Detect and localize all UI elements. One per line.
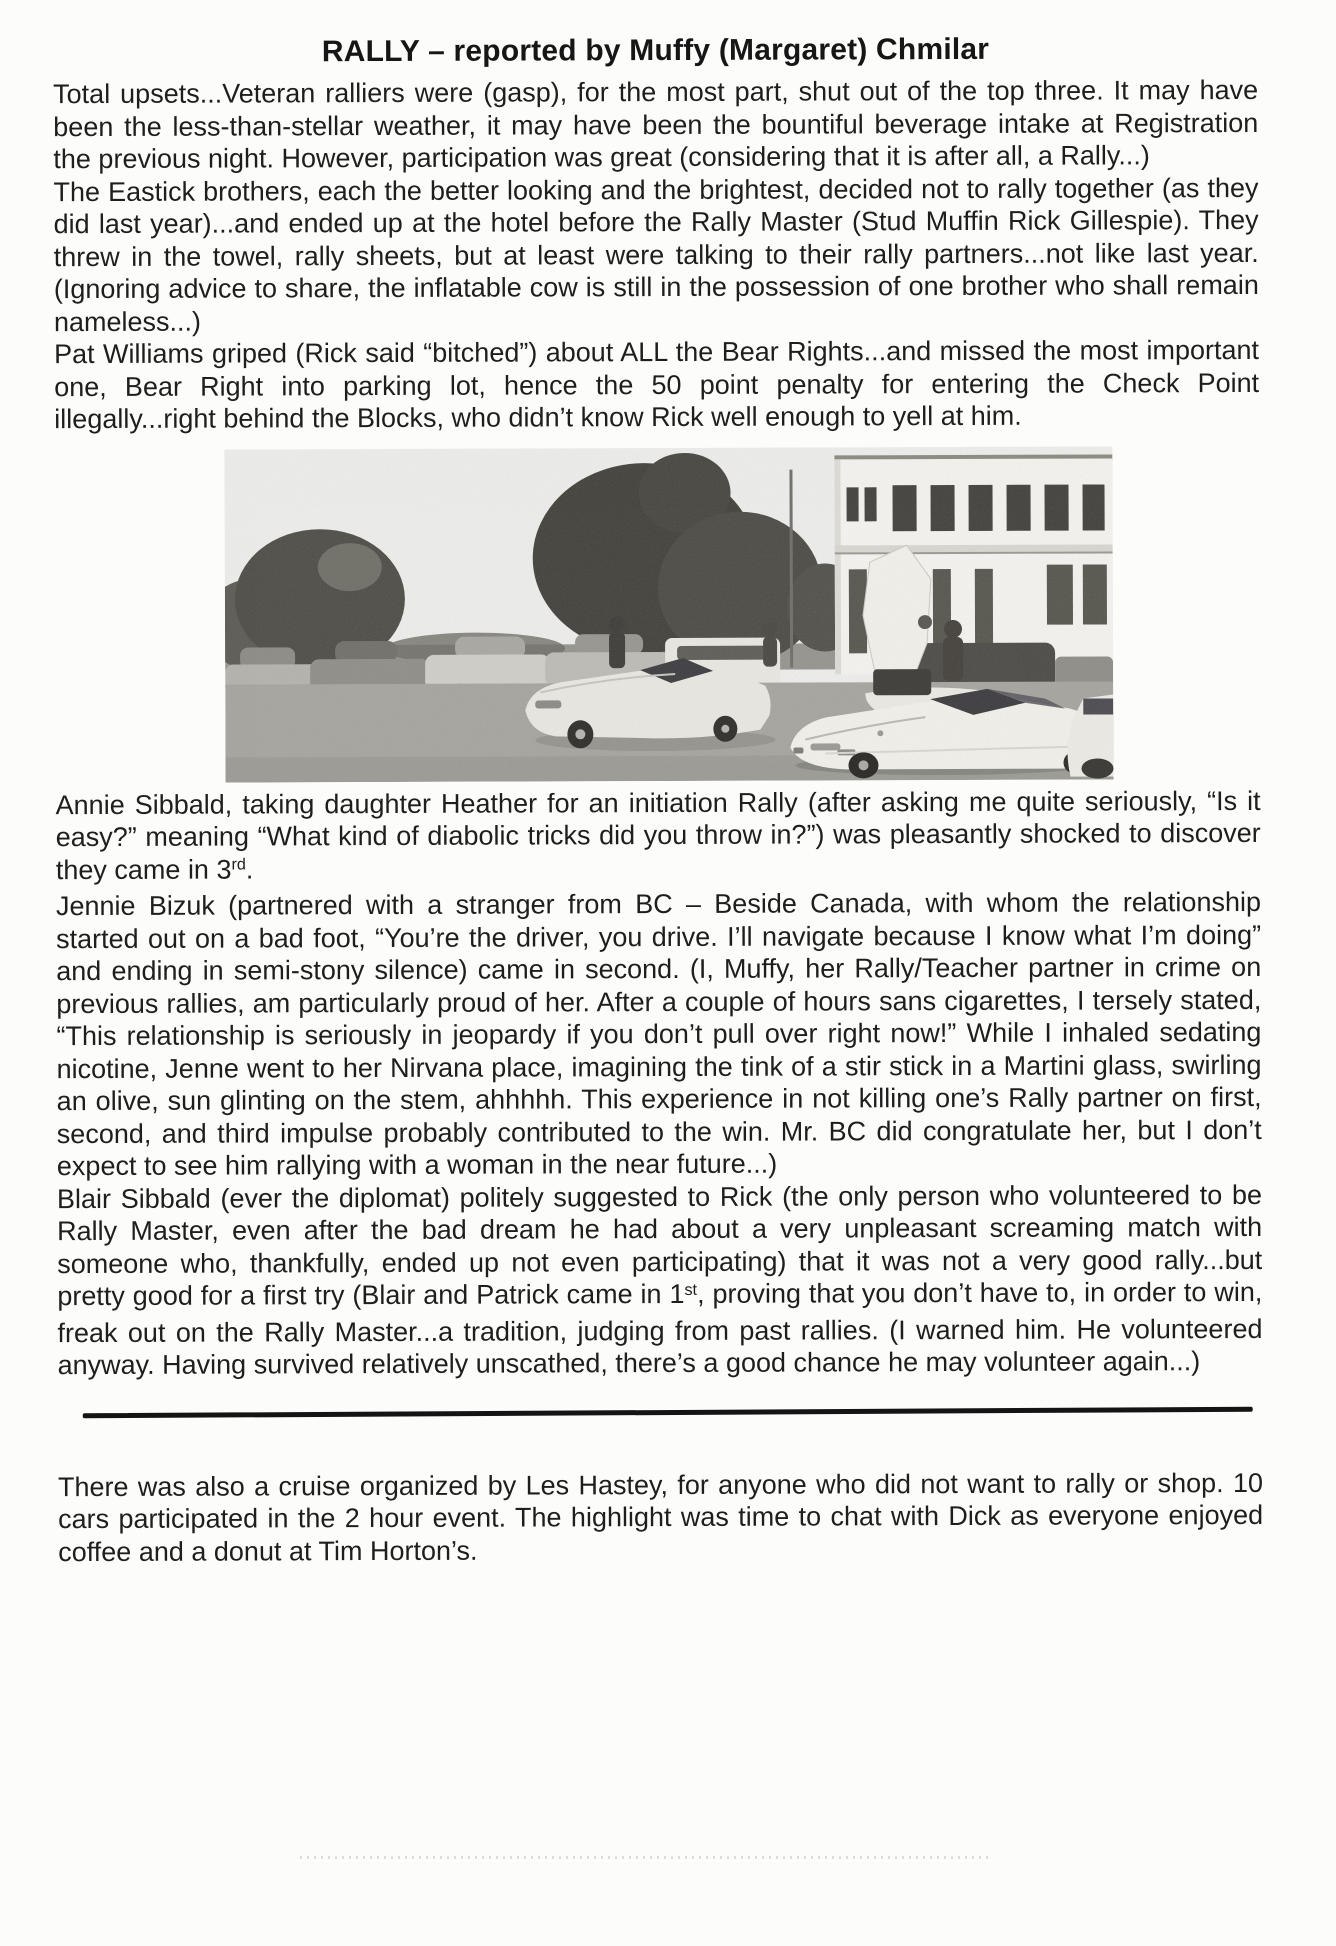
paragraph-blair-sibbald bbox=[57, 1178, 1263, 1381]
blair-text: Blair Sibbald (ever the diplomat) politely suggested to Rick (the only person who volunteered to be Rally Master, even after the bad dream he had about a very unpleasant screaming match with someone who, thankfully, ended up not even participating) that it was not a very good rally...but pretty good for a first try (Blair and Patrick came in 1 bbox=[56, 1179, 1263, 1312]
annie-text: Annie Sibbald, taking daughter Heather for an initiation Rally (after asking me quite seriously, “Is it easy?” meaning “What kind of diabolic tricks did you throw in?”) was pleasantly shocked to discover they came in 3 bbox=[55, 785, 1261, 885]
rally-cars-photo bbox=[224, 446, 1113, 782]
paragraph-total-upsets: Total upsets...Veteran ralliers were (gasp), for the most part, shut out of the top three. It may have been the less-than-stellar weather, it may have been the bountiful beverage intake at Registration the previous night. However, participation was great (considering that it is after all, a Rally...) bbox=[53, 74, 1259, 175]
paragraph-pat-williams: Pat Williams griped (Rick said “bitched”) about ALL the Bear Rights...and missed the most important one, Bear Right into parking lot, hence the 50 point penalty for entering the Check Point illegally...right behind the Blocks, who didn’t know Rick well enough to yell at him. bbox=[53, 334, 1260, 435]
photo-grain bbox=[224, 446, 1113, 782]
paragraph-annie-sibbald bbox=[56, 784, 1261, 890]
paragraph-jennie-bizuk: Jennie Bizuk (partnered with a stranger from BC – Beside Canada, with whom the relationship started out on a bad foot, “You’re the driver, you drive. I’ll navigate because I know what I’m doing” and ending in semi-stony silence) came in second. (I, Muffy, her Rally/Teacher partner in crime on previous rallies, am particularly proud of her. After a couple of hours sans cigarettes, I tersely stated, “This relationship is seriously in jeopardy if you don’t pull over right now!” While I inhaled sedating nicotine, Jenne went to her Nirvana place, imagining the tink of a stir stick in a Martini glass, swirling an olive, sun glinting on the stem, ahhhhh. This experience in not killing one’s Rally partner on first, second, and third impulse probably contributed to the win. Mr. BC did congratulate her, but I don’t expect to see him rallying with a woman in the near future...) bbox=[55, 886, 1262, 1182]
rally-cars-photo-graphic bbox=[224, 446, 1113, 782]
scan-artifact-line bbox=[300, 1856, 988, 1859]
paragraph-cruise: There was also a cruise organized by Les Hastey, for anyone who did not want to rally or shop. 10 cars participated in the 2 hour event. The highlight was time to chat with Dick as everyone enjoyed coffee and a donut at Tim Horton’s. bbox=[57, 1467, 1264, 1567]
blair-text-end: , proving that you don’t have to, in order to win, freak out on the Rally Master...a tradition, judging from past rallies. (I warned him. He volunteered anyway. Having survived relatively unscathed, there’s a good chance he may volunteer again...) bbox=[57, 1276, 1263, 1381]
annie-ordinal-suffix: rd bbox=[231, 855, 246, 874]
paragraph-eastick-brothers: The Eastick brothers, each the better looking and the brightest, decided not to rally together (as they did last year)...and ended up at the hotel before the Rally Master (Stud Muffin Rick Gillespie). They threw in the towel, rally sheets, but at least were talking to their rally partners...not like last year. (Ignoring advice to share, the inflatable cow is still in the possession of one brother who shall remain nameless...) bbox=[53, 172, 1259, 337]
article-title: RALLY – reported by Muffy (Margaret) Chmilar bbox=[321, 32, 990, 69]
blair-ordinal-suffix: st bbox=[684, 1280, 698, 1299]
article-body bbox=[53, 74, 1263, 1568]
annie-text-end: . bbox=[245, 853, 254, 884]
section-divider-rule bbox=[83, 1406, 1253, 1418]
